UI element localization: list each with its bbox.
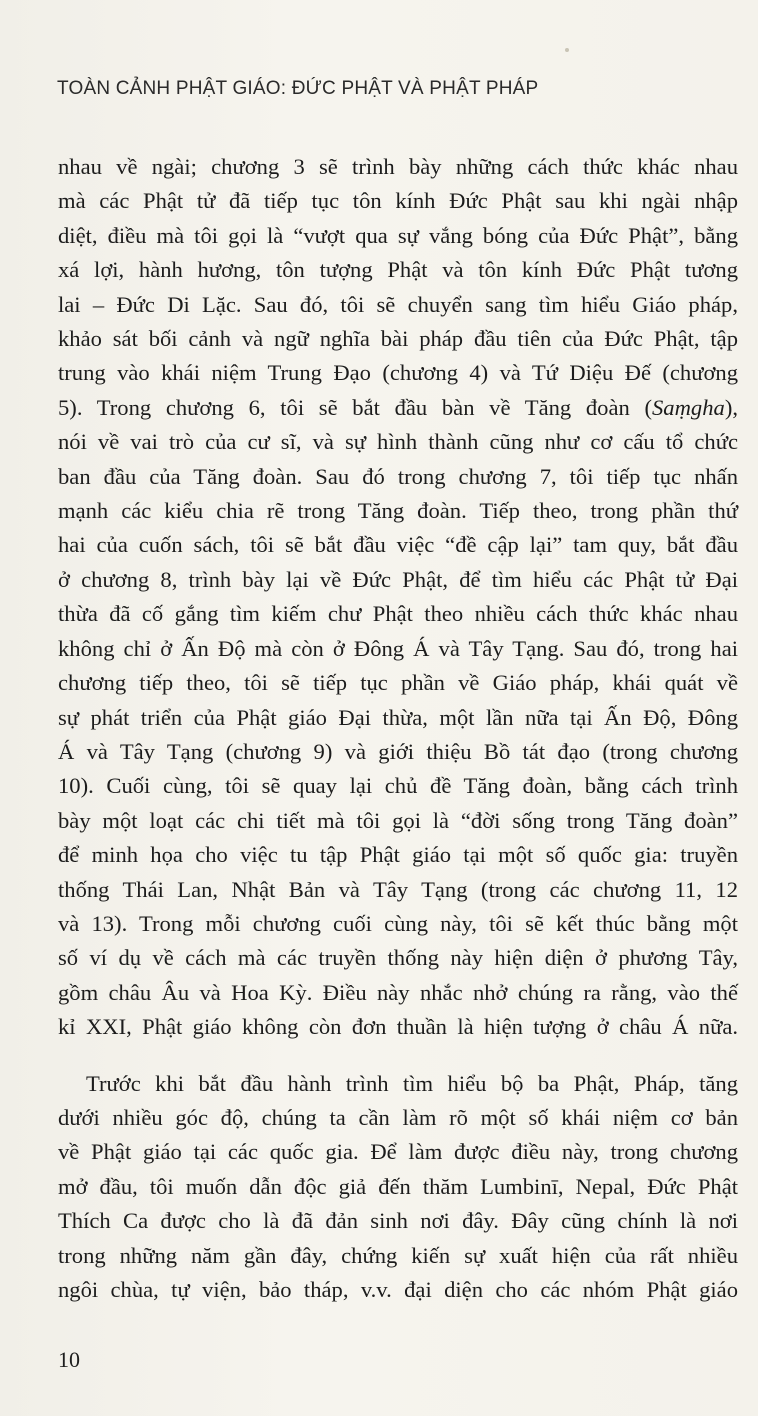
text-line: sự phát triển của Phật giáo Đại thừa, một lần nữa tại Ấn Độ, Đông <box>58 704 738 730</box>
text-line: mạnh các kiểu chia rẽ trong Tăng đoàn. Tiếp theo, trong phần thứ <box>58 498 738 524</box>
text-line: mở đầu, tôi muốn dẫn độc giả đến thăm Lumbinī, Nepal, Đức Phật <box>58 1173 738 1199</box>
text-line: không chỉ ở Ấn Độ mà còn ở Đông Á và Tây Tạng. Sau đó, trong hai <box>58 635 738 661</box>
text-line: thừa đã cố gắng tìm kiếm chư Phật theo nhiều cách thức khác nhau <box>58 601 738 627</box>
text-line: trong những năm gần đây, chứng kiến sự xuất hiện của rất nhiều <box>58 1242 738 1268</box>
text-line: trung vào khái niệm Trung Đạo (chương 4) và Tứ Diệu Đế (chương <box>58 360 738 386</box>
page-number: 10 <box>58 1347 80 1372</box>
text-line: bày một loạt các chi tiết mà tôi gọi là “đời sống trong Tăng đoàn” <box>58 807 738 833</box>
italic-term: Saṃgha <box>652 394 725 420</box>
text-line: ban đầu của Tăng đoàn. Sau đó trong chương 7, tôi tiếp tục nhấn <box>58 463 738 489</box>
text-line: khảo sát bối cảnh và ngữ nghĩa bài pháp đầu tiên của Đức Phật, tập <box>58 326 738 352</box>
text-line: kỉ XXI, Phật giáo không còn đơn thuần là hiện tượng ở châu Á nữa. <box>58 1014 738 1040</box>
paragraph-2 <box>58 1067 738 1308</box>
text-line: xá lợi, hành hương, tôn tượng Phật và tôn kính Đức Phật tương <box>58 257 738 283</box>
text-line: Thích Ca được cho là đã đản sinh nơi đây. Đây cũng chính là nơi <box>58 1208 738 1234</box>
text-line: dưới nhiều góc độ, chúng ta cần làm rõ một số khái niệm cơ bản <box>58 1104 738 1130</box>
text-line: chương tiếp theo, tôi sẽ tiếp tục phần về Giáo pháp, khái quát về <box>58 670 738 696</box>
text-line: 10). Cuối cùng, tôi sẽ quay lại chủ đề Tăng đoàn, bằng cách trình <box>58 773 738 799</box>
body-text <box>58 150 738 1307</box>
text-line: 5). Trong chương 6, tôi sẽ bắt đầu bàn về Tăng đoàn (Saṃgha), <box>58 394 738 420</box>
text-line: hai của cuốn sách, tôi sẽ bắt đầu việc “đề cập lại” tam quy, bắt đầu <box>58 532 738 558</box>
text-line: Trước khi bắt đầu hành trình tìm hiểu bộ ba Phật, Pháp, tăng <box>86 1070 738 1096</box>
paragraph-1 <box>58 150 738 1045</box>
text-line: ngôi chùa, tự viện, bảo tháp, v.v. đại diện cho các nhóm Phật giáo <box>58 1277 738 1302</box>
text-line: nhau về ngài; chương 3 sẽ trình bày những cách thức khác nhau <box>58 154 738 179</box>
text-line: mà các Phật tử đã tiếp tục tôn kính Đức Phật sau khi ngài nhập <box>58 188 738 214</box>
text-line: nói về vai trò của cư sĩ, và sự hình thành cũng như cơ cấu tổ chức <box>58 429 738 455</box>
text-line: số ví dụ về cách mà các truyền thống này hiện diện ở phương Tây, <box>58 945 738 971</box>
text-line: diệt, điều mà tôi gọi là “vượt qua sự vắng bóng của Đức Phật”, bằng <box>58 222 738 248</box>
text-line: thống Thái Lan, Nhật Bản và Tây Tạng (trong các chương 11, 12 <box>58 876 738 902</box>
paper-speck <box>565 48 569 52</box>
text-line: lai – Đức Di Lặc. Sau đó, tôi sẽ chuyển sang tìm hiểu Giáo pháp, <box>58 291 738 317</box>
text-line: về Phật giáo tại các quốc gia. Để làm được điều này, trong chương <box>58 1139 738 1165</box>
text-line: để minh họa cho việc tu tập Phật giáo tại một số quốc gia: truyền <box>58 842 738 868</box>
running-header: TOÀN CẢNH PHẬT GIÁO: ĐỨC PHẬT VÀ PHẬT PHÁP <box>57 78 539 99</box>
text-line: gồm châu Âu và Hoa Kỳ. Điều này nhắc nhở chúng ra rằng, vào thế <box>58 979 738 1005</box>
text-line: Á và Tây Tạng (chương 9) và giới thiệu Bồ tát đạo (trong chương <box>58 738 738 764</box>
text-line: và 13). Trong mỗi chương cuối cùng này, tôi sẽ kết thúc bằng một <box>58 910 738 936</box>
text-line: ở chương 8, trình bày lại về Đức Phật, để tìm hiểu các Phật tử Đại <box>58 566 738 592</box>
